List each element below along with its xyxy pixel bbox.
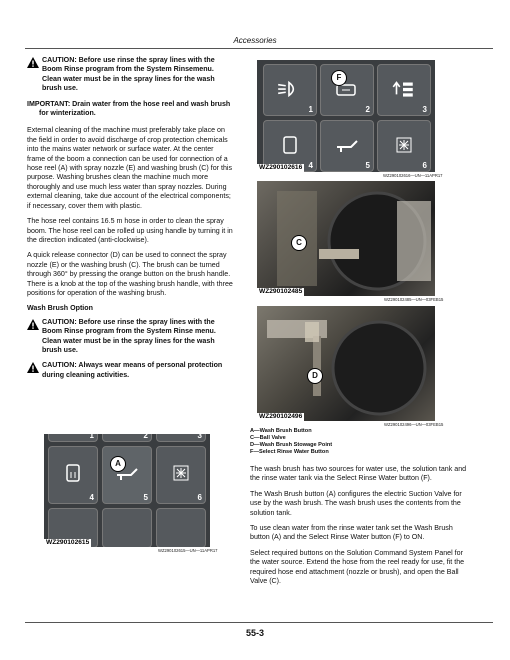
callout-c: C (291, 235, 307, 251)
light-icon (394, 135, 414, 155)
panel-button-4: 4 (263, 120, 317, 172)
panel-button-2: 2 (320, 64, 374, 116)
header-rule (25, 48, 493, 49)
tank-icon (63, 463, 83, 483)
figure-caption-mid: WZ290102485—UN—03FEB15 (384, 297, 444, 302)
right-column (250, 465, 472, 592)
callout-f: F (331, 70, 347, 86)
headlight-icon (276, 79, 302, 99)
figure-id-mid: WZ290102485 (259, 288, 303, 295)
panel-button-5: 5 (320, 120, 374, 172)
paragraph-quick-release: A quick release connector (D) can be used to connect the spray nozzle (E) or the washing brush (C). The brush can be turned through 360° by pressing the orange button on the brush handle. There is a knob at the top of the washing brush handle, with three positions for operation of the washing brush. (27, 251, 233, 297)
legend-item-f: F—Select Rinse Water Button (250, 449, 329, 455)
legend-item-d: D—Wash Brush Stowage Point (250, 442, 333, 448)
paragraph-select-buttons: Select required buttons on the Solution Command System Panel for the water source. Extend the hose from the reel ready for use, fit the required hose end attachment (nozzle or brush), and open the Ball Valve (C). (250, 548, 465, 586)
tank-icon (280, 135, 300, 155)
panel-button-1: 1 (263, 64, 317, 116)
figure-panel-left (44, 434, 210, 547)
spray-gun-icon (335, 137, 359, 153)
panel-button-1: 1 (48, 434, 98, 442)
wash-brush-heading: Wash Brush Option (27, 304, 93, 313)
paragraph-two-sources: The wash brush has two sources for water use, the solution tank and the rinse water tank via the Select Rinse Water button (F). (250, 465, 467, 483)
warning-icon (27, 57, 39, 68)
panel-button-6: 6 (156, 446, 206, 504)
caution-text-2: CAUTION: Before use rinse the spray lines with the Boom Rinse program from the System Rinse menu. Clean water must be in the spray lines for the wash brush use. (42, 317, 216, 354)
panel-button-5: 5 (102, 446, 152, 504)
warning-icon (27, 319, 39, 330)
panel-button-3: 3 (377, 64, 431, 116)
panel-button-4: 4 (48, 446, 98, 504)
paragraph-hose-reel: The hose reel contains 16.5 m hose in order to clean the spray boom. The hose reel can be rolled up using handle by turning it in the direction indicated (anti-clockwise). (27, 217, 233, 244)
panel-button-8 (102, 508, 152, 547)
section-header: Accessories (233, 36, 277, 45)
caution-block-2 (27, 318, 233, 356)
paragraph-wash-brush-button: The Wash Brush button (A) configures the electric Suction Valve for use by the wash brush. The wash brush uses the contents from the solution tank. (250, 489, 462, 517)
ball-valve-photo (257, 181, 435, 296)
figure-id-left: WZ290102615 (46, 539, 90, 546)
figure-caption-left: WZ290102615—UN—11APR17 (158, 548, 218, 553)
left-column (27, 56, 233, 386)
figure-panel-top (257, 60, 435, 172)
figure-photo-ball-valve (257, 181, 435, 296)
figure-photo-stowage (257, 306, 435, 421)
callout-d: D (307, 368, 323, 384)
caution-text-3: CAUTION: Always wear means of personal protection during cleaning activities. (42, 361, 223, 379)
paragraph-external-cleaning: External cleaning of the machine must preferably take place on the field in order to avoid discharge of crop protection chemicals into the mains water network or surface water. At the center frame of the boom a connection can be used for connection of a hose reel (A) with spray nozzle (E) and washing brush (C) for this purpose. Washing brushes clean the machine much more thoroughly and use much less water than spray nozzles. During external cleaning, take due account of the electrical components; if necessary, cover them with plastic. (27, 126, 233, 210)
menu-up-icon (390, 79, 416, 99)
stowage-point-photo (257, 306, 435, 421)
panel-button-2: 2 (102, 434, 152, 442)
figure-id-low: WZ290102496 (259, 413, 303, 420)
caution-block-1 (27, 56, 233, 94)
callout-a: A (110, 456, 126, 472)
legend-item-a: A—Wash Brush Button (250, 428, 312, 434)
figure-legend (250, 428, 332, 456)
light-icon (171, 463, 191, 483)
page-number: 55-3 (245, 628, 264, 638)
paragraph-clean-water: To use clean water from the rinse water tank set the Wash Brush button (A) and the Select Rinse Water button (F) to ON. (250, 524, 453, 542)
footer-rule (25, 622, 493, 623)
panel-button-9 (156, 508, 206, 547)
caution-block-3 (27, 361, 233, 380)
warning-icon (27, 362, 39, 373)
important-note: IMPORTANT: Drain water from the hose reel and wash brush for winterization. (27, 99, 231, 118)
caution-text-1: CAUTION: Before use rinse the spray lines with the Boom Rinse program from the System Rinsemenu. Clean water must be in the spray lines for the wash brush use. (42, 56, 215, 93)
panel-button-3: 3 (156, 434, 206, 442)
figure-id-top: WZ290102616 (259, 164, 303, 171)
legend-item-c: C—Ball Valve (250, 435, 286, 441)
figure-caption-low: WZ290102496—UN—03FEB15 (384, 422, 444, 427)
panel-button-6: 6 (377, 120, 431, 172)
figure-caption-top: WZ290102616—UN—11APR17 (383, 173, 443, 178)
